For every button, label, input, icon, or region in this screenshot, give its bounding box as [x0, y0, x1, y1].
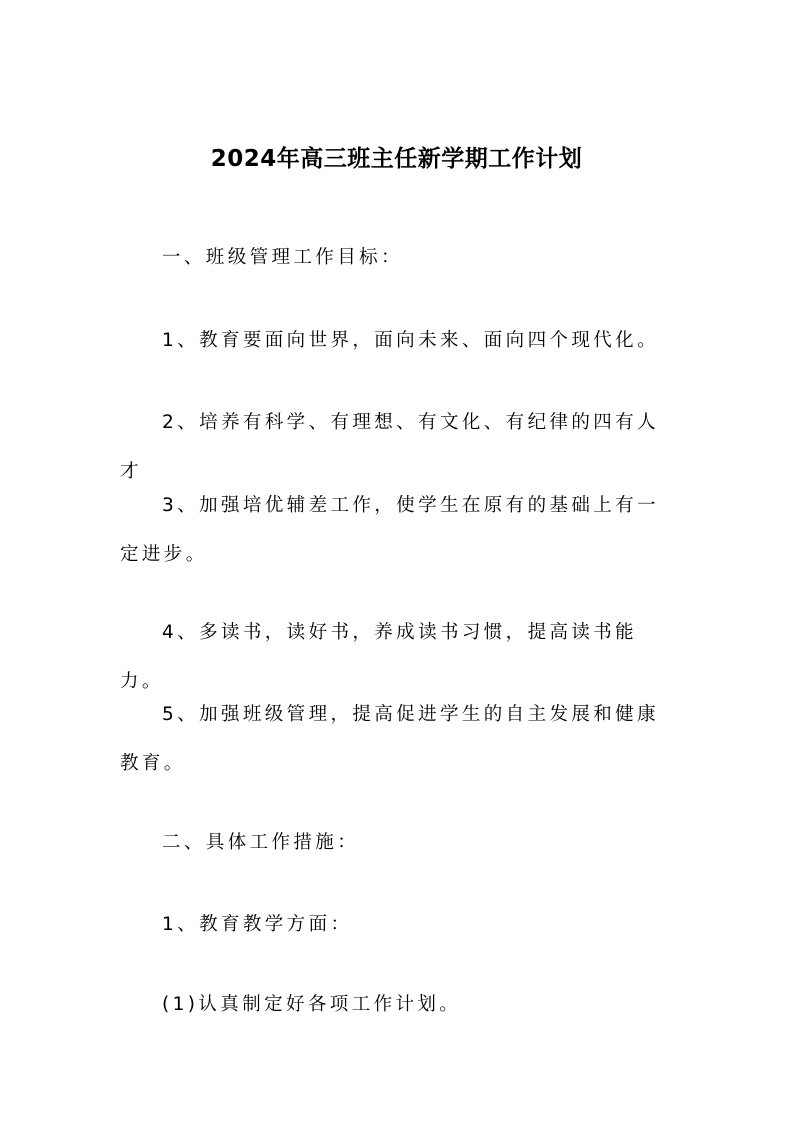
measure-item-1: (1)认真制定好各项工作计划。: [162, 994, 462, 1015]
goal-item-5: 5、加强班级管理，提高促进学生的自主发展和健康教育。: [120, 704, 659, 774]
goal-item-1: 1、教育要面向世界，面向未来、面向四个现代化。: [162, 330, 659, 351]
goal-item-4: 4、多读书，读好书，养成读书习惯，提高读书能力。: [120, 622, 638, 692]
section-heading-measures: 二、具体工作措施：: [162, 832, 360, 853]
document-title: 2024年高三班主任新学期工作计划: [210, 146, 583, 173]
section-heading-goals: 一、班级管理工作目标：: [162, 247, 403, 268]
goal-item-3: 3、加强培优辅差工作，使学生在原有的基础上有一定进步。: [120, 495, 659, 565]
goal-item-2: 2、培养有科学、有理想、有文化、有纪律的四有人才: [120, 412, 659, 482]
measure-subheading-teaching: 1、教育教学方面：: [162, 914, 353, 935]
